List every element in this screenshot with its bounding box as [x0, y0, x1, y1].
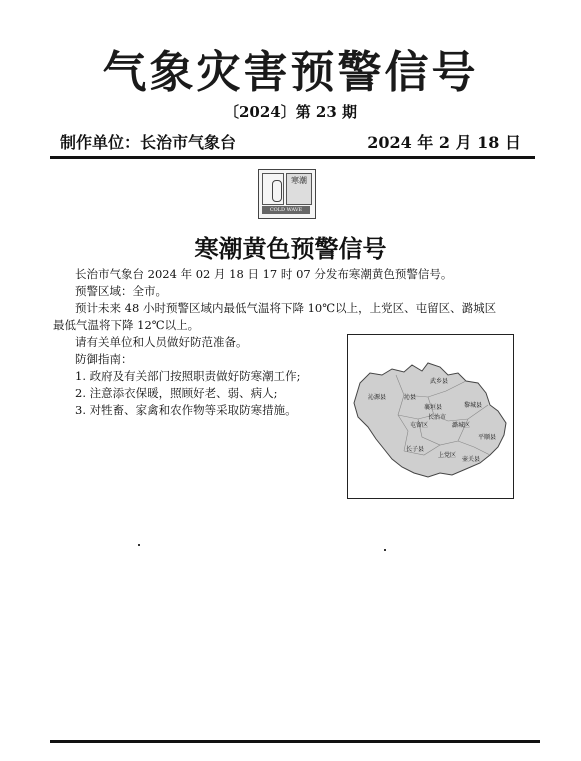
signal-label-bar: COLD WAVE	[262, 206, 310, 214]
guide-item: 3. 对牲畜、家禽和农作物等采取防寒措施。	[75, 403, 297, 417]
warning-title: 寒潮黄色预警信号	[194, 235, 387, 263]
map-label: 潞城区	[452, 422, 471, 429]
guide-heading: 防御指南：	[75, 352, 133, 366]
issue-number: 〔2024〕第 23 期	[223, 103, 358, 121]
map-label: 沁源县	[368, 394, 387, 401]
warning-text-line: 预警区域：全市。	[75, 284, 167, 298]
guide-item: 2. 注意添衣保暖，照顾好老、弱、病人;	[75, 386, 278, 400]
signal-text-box: 寒潮	[286, 173, 312, 205]
map-label: 沁县	[404, 394, 417, 401]
warning-text-line: 预计未来 48 小时预警区域内最低气温将下降 10℃以上，上党区、屯留区、潞城区	[75, 301, 497, 315]
map-label: 襄垣县	[424, 404, 443, 411]
map-label: 长治市	[428, 414, 447, 421]
map-label: 黎城县	[464, 402, 483, 409]
scan-speck	[138, 544, 140, 546]
scan-speck	[384, 549, 386, 551]
guide-item: 1. 政府及有关部门按照职责做好防寒潮工作;	[75, 369, 301, 383]
map-label: 平顺县	[478, 434, 497, 441]
footer-divider	[50, 740, 540, 743]
cold-wave-yellow-signal-icon	[258, 169, 316, 219]
map-label: 屯留区	[410, 422, 429, 429]
thermometer-box	[262, 173, 284, 205]
map-label: 长子县	[406, 446, 425, 453]
map-svg	[348, 335, 513, 498]
map-label: 壶关县	[462, 456, 481, 463]
issue-date: 2024 年 2 月 18 日	[367, 133, 521, 152]
warning-text-line: 请有关单位和人员做好防范准备。	[75, 335, 248, 349]
thermometer-icon	[272, 180, 282, 202]
issuing-organization: 制作单位：长治市气象台	[60, 133, 237, 152]
document-title: 气象灾害预警信号	[102, 47, 479, 98]
warning-text-line: 最低气温将下降 12℃以上。	[53, 318, 200, 332]
warning-area-map	[347, 334, 514, 499]
map-label: 武乡县	[430, 378, 449, 385]
warning-text-line: 长治市气象台 2024 年 02 月 18 日 17 时 07 分发布寒潮黄色预警信号。	[75, 267, 453, 281]
header-divider	[50, 156, 535, 159]
map-label: 上党区	[438, 452, 457, 459]
